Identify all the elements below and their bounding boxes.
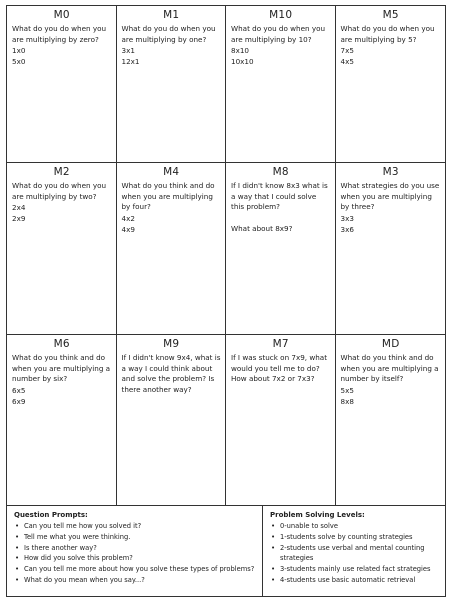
card-question: If I didn't know 8x3 what is a way that I could solve this problem? [231,181,328,211]
card-question: What do you think and do when you are multiplying by four? [121,181,215,211]
solving-levels-title: Problem Solving Levels: [270,511,365,519]
card-question: What do you do when you are multiplying by one? [121,24,216,44]
card-followup-question: What about 8x9? [231,223,293,233]
card-example: 3x3 [340,213,354,223]
card-example: 8x8 [340,396,354,406]
card-m7 [226,335,336,506]
card-question: What do you do when you are multiplying by 5? [340,24,435,44]
card-question: What do you do when you are multiplying by 10? [231,24,326,44]
card-m8 [226,163,336,335]
card-m0 [7,6,117,163]
solving-level-item: • 4-students use basic automatic retrieval [280,575,440,586]
card-code: M6 [53,338,70,350]
card-code: M4 [163,166,180,178]
card-example: 4x9 [121,224,135,234]
question-prompt-item: • Is there another way? [24,543,257,554]
card-question: What do you think and do when you are multiplying a number by itself? [340,353,439,383]
card-code: M7 [272,338,289,350]
card-code: M5 [382,9,399,21]
card-question: What do you do when you are multiplying by zero? [12,24,107,44]
card-question: If I was stuck on 7x9, what would you tell me to do? How about 7x2 or 7x3? [231,353,328,383]
solving-level-item: • 2-students use verbal and mental counting strategies [280,543,440,565]
card-example: 1x0 [12,46,26,55]
card-code: M10 [269,9,293,21]
question-prompt-item: • Can you tell me how you solved it? [24,521,257,532]
card-m10 [226,6,336,163]
card-example: 4x2 [121,213,135,223]
question-prompt-item: • How did you solve this problem? [24,553,257,564]
question-prompt-item: • Tell me what you were thinking. [24,532,257,543]
card-question: What do you think and do when you are multiplying a number by six? [12,353,111,383]
card-example: 7x5 [340,46,354,55]
question-prompts-title: Question Prompts: [14,511,88,519]
solving-level-item: • 1-students solve by counting strategies [280,532,440,543]
card-example: 12x1 [121,57,140,66]
card-example: 10x10 [231,57,254,66]
card-example: 6x9 [12,396,26,406]
question-prompt-item: • What do you mean when you say...? [24,575,257,586]
card-m5 [336,6,446,163]
card-grid [7,6,445,506]
card-example: 6x5 [12,385,26,395]
card-m9 [117,335,227,506]
card-code: M9 [163,338,180,350]
interview-sheet [6,5,446,597]
solving-level-item: • 3-students mainly use related fact strategies [280,564,440,575]
card-code: M8 [272,166,289,178]
card-example: 3x1 [121,46,135,55]
card-question: What strategies do you use when you are multiplying by three? [340,181,440,211]
solving-levels-list [270,521,440,586]
card-m2 [7,163,117,335]
card-code: M2 [53,166,70,178]
card-example: 5x5 [340,385,354,395]
card-question: If I didn't know 9x4, what is a way I could think about and solve the problem? Is there another way? [121,353,221,394]
question-prompt-item: • Can you tell me more about how you solve these types of problems? [24,564,257,575]
solving-levels-panel [263,506,445,596]
card-example: 3x6 [340,224,354,234]
card-example: 2x4 [12,203,26,212]
card-code: M3 [382,166,399,178]
card-m1 [117,6,227,163]
card-code: M1 [163,9,180,21]
card-m6 [7,335,117,506]
question-prompts-list [14,521,257,586]
card-example: 5x0 [12,57,26,66]
card-question: What do you do when you are multiplying by two? [12,181,107,201]
card-code: MD [381,338,400,350]
card-md [336,335,446,506]
card-code: M0 [53,9,70,21]
card-m4 [117,163,227,335]
card-example: 4x5 [340,57,354,66]
reference-section [7,506,445,596]
solving-level-item: • 0-unable to solve [280,521,440,532]
card-example: 8x10 [231,46,249,55]
question-prompts-panel [7,506,263,596]
card-m3 [336,163,446,335]
card-example: 2x9 [12,214,26,223]
